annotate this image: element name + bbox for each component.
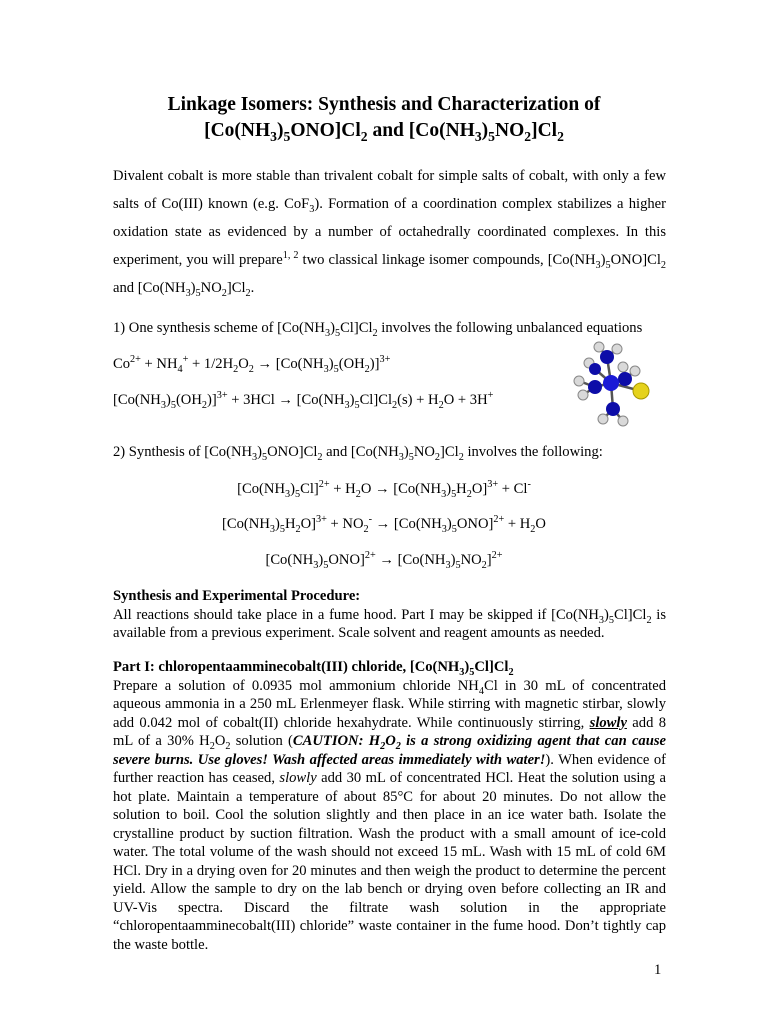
- part-1-heading: Part I: chloropentaamminecobalt(III) chloride, $[Co(NH_3)_5Cl]Cl_2$: [113, 659, 514, 678]
- hydrogen-atom: [612, 344, 622, 354]
- hydrogen-atom: [578, 390, 588, 400]
- cobalt-atom: [603, 375, 619, 391]
- emphasis-slowly-italic: slowly: [279, 770, 317, 786]
- hydrogen-atom: [598, 414, 608, 424]
- step-1-text: 1) One synthesis scheme of $[Co(NH_3)_5Cl]Cl_2$ involves the following unbalanced equations: [113, 320, 643, 339]
- title-line-2: $[Co(NH_3)_5ONO]Cl_2$ and $[Co(NH_3)_5NO_2]Cl_2$: [204, 120, 564, 144]
- hydrogen-atom: [618, 362, 628, 372]
- nitrogen-atom: [588, 380, 602, 394]
- procedure-text: All reactions should take place in a fume hood. Part I may be skipped if $[Co(NH_3)_5Cl]Cl_2$ is available from a previous experiment. Scale solvent and reagent amounts as needed.: [113, 606, 666, 641]
- step-2-text: 2) Synthesis of $[Co(NH_3)_5ONO]Cl_2$ and $[Co(NH_3)_5NO_2]Cl_2$ involves the following:: [113, 444, 603, 463]
- emphasis-slowly: slowly: [589, 714, 627, 731]
- hydrogen-atom: [618, 416, 628, 426]
- hydrogen-atom: [630, 366, 640, 376]
- equation-2: $[Co(NH_3)_5(OH_2)]^{3+} + 3HCl \to [Co(NH_3)_5Cl]Cl_2(s) + H_2O + 3H^+$: [113, 390, 494, 411]
- equation-4: $[Co(NH_3)_5H_2O]^{3+} + NO_2^- \to [Co(NH_3)_5ONO]^{2+} + H_2O$: [222, 514, 546, 535]
- nitrogen-atom: [618, 372, 632, 386]
- chlorine-atom: [633, 383, 649, 399]
- molecule-figure: [563, 337, 663, 429]
- part-1-text: Prepare a solution of 0.0935 mol ammonium chloride $NH_4Cl$ in 30 mL of concentrated aqueous ammonia in a 250 mL Erlenmeyer flask. While stirring with magnetic stirbar, slowly add 0.042 mol of cobalt(II) chloride hexahydrate. While continuously stirring, slowly add 8 mL of a 30% $H_2O_2$ solution (CAUTION: $H_2O_2$ is a strong oxidizing agent that can cause severe burns. Use gloves! Wash affected areas immediately with water!). When evidence of further reaction has ceased, slowly add 30 mL of concentrated HCl. Heat the solution using a hot plate. Maintain a temperature of about 85°C for about 20 minutes. Do not allow the solution to boil. Cool the solution slightly and then place in an ice water bath. Isolate the crystalline product by suction filtration. Wash the product with a small amount of ice-cold water. The total volume of the wash should not exceed 15 mL. Wash with 15 mL of cold 6M HCl. Dry in a drying oven for 20 minutes and then weigh the product to determine the percent yield. Allow the sample to dry on the lab bench or drying oven before collecting an IR and UV-Vis spectra. Discard the filtrate wash solution in the appropriate “chloropentaamminecobalt(III) chloride” waste container in the fume hood. Don’t tightly cap the waste bottle.: [113, 677, 667, 953]
- equation-5: $[Co(NH_3)_5ONO]^{2+} \to [Co(NH_3)_5NO_2]^{2+}$: [265, 550, 503, 571]
- title-line-1: Linkage Isomers: Synthesis and Characterization of: [167, 94, 601, 115]
- equation-1: $Co^{2+} + NH_4^+ + 1/2H_2O_2 \to [Co(NH_3)_5(OH_2)]^{3+}$: [113, 354, 391, 375]
- document-title: [0, 92, 768, 144]
- nitrogen-atom: [606, 402, 620, 416]
- part-1-section: [113, 658, 666, 954]
- caution-note: CAUTION: $H_2O_2$ is a strong oxidizing agent that can cause severe burns. Use gloves! Wash affected areas immediately with water!: [113, 733, 667, 768]
- hydrogen-atom: [574, 376, 584, 386]
- procedure-heading: Synthesis and Experimental Procedure:: [113, 588, 361, 604]
- page-number: 1: [654, 962, 662, 978]
- nitrogen-atom: [600, 350, 614, 364]
- intro-paragraph: Divalent cobalt is more stable than trivalent cobalt for simple salts of cobalt, with only a few salts of Co(III) known (e.g. CoF$_3$). Formation of a coordination complex stabilizes a higher oxidation state as evidenced by a number of octahedrally coordinated complexes. In this experiment, you will prepare$^{1, 2}$ two classical linkage isomer compounds, $[Co(NH_3)_5ONO]Cl_2$ and $[Co(NH_3)_5NO_2]Cl_2$.: [113, 168, 667, 299]
- procedure-section: [113, 587, 666, 643]
- hydrogen-atom: [594, 342, 604, 352]
- nitrogen-atom: [589, 363, 601, 375]
- equation-3: $[Co(NH_3)_5Cl]^{2+} + H_2O \to [Co(NH_3)_5H_2O]^{3+} + Cl^-$: [237, 479, 531, 500]
